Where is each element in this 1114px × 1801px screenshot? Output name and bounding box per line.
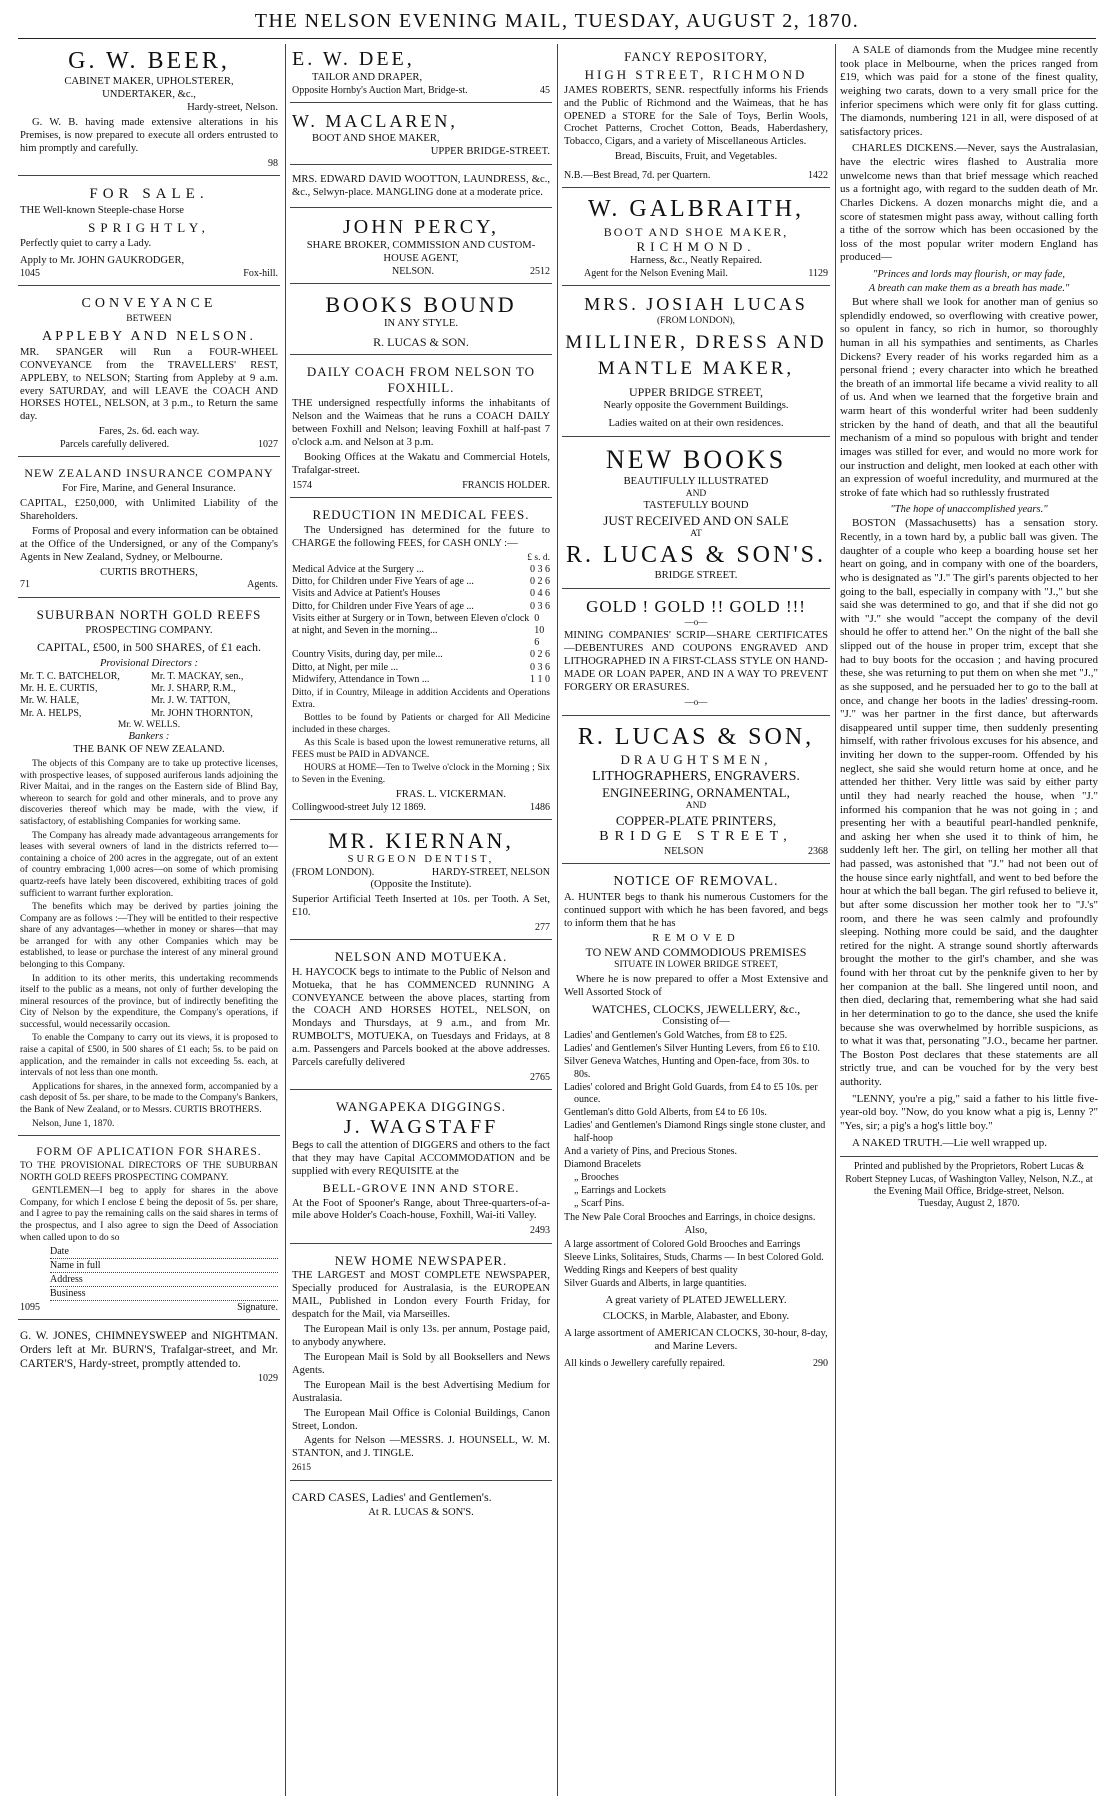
ad-medical-fees — [290, 502, 552, 820]
director: Mr. H. E. CURTIS, — [20, 683, 98, 695]
ad-lucasson-line: LITHOGRAPHERS, ENGRAVERS. — [592, 769, 800, 785]
ad-reefs-title: SUBURBAN NORTH GOLD REEFS — [36, 606, 262, 622]
ad-conv-between: BETWEEN — [126, 314, 172, 325]
ad-reefs-dirs-title: Provisional Directors : — [99, 658, 199, 670]
form-signature: Signature. — [237, 1302, 278, 1314]
fee-label: Ditto, for Children under Five Years of age ... — [292, 600, 474, 612]
ad-beer-name: G. W. BEER, — [68, 48, 230, 74]
stock-item: Wedding Rings and Keepers of best quality — [564, 1265, 738, 1277]
ad-galbraith-sub: Harness, &c., Neatly Repaired. — [629, 255, 763, 267]
ad-share-form — [18, 1140, 280, 1320]
fee-value: 1 1 0 — [530, 673, 550, 685]
fee-label: Ditto, at Night, per mile ... — [292, 661, 399, 673]
column-divider — [835, 44, 836, 1796]
ad-newspaper-paragraph: The European Mail is Sold by all Booksellers and News Agents. — [292, 1351, 550, 1376]
ad-ins-sub: For Fire, Marine, and General Insurance. — [62, 483, 236, 495]
ad-jones — [18, 1324, 280, 1390]
stock-item: „ Scarf Pins. — [574, 1198, 625, 1210]
ad-coach-text: THE undersigned respectfully informs the inhabitants of Nelson and the Waimeas that he runs a COACH DAILY between Foxhill and Nelson; leaving Foxhill at half-past 7 o'clock a.m. and Nelson at 3 p.m. — [292, 398, 550, 448]
fee-row — [292, 674, 550, 686]
ad-fancy-text: JAMES ROBERTS, SENR. respectfully informs his Friends and the Public of Richmond and the Waimeas, that he has OPENED a STORE for the Sale of Toys, Berlin Wools, Crochet Patterns, Crochet Cotton, Beads, Haberdashery, Tobacco, Cigars, and a variety of Miscellaneous Articles. — [564, 84, 828, 148]
article-lenny: "LENNY, you're a pig," said a father to his little five-year-old boy. "Now, do you know what a pig is, Lenny ?" "Yes, sir; a pig's a hog's little boy." — [840, 1092, 1098, 1132]
ad-wangapeka-text: Begs to call the attention of DIGGERS and others to the fact that they may have Capital ACCOMMODATION and be supplied with every REQUISITE at the — [292, 1140, 550, 1177]
ad-beer-trade: CABINET MAKER, UPHOLSTERER, — [64, 76, 234, 88]
ad-motueka — [290, 944, 552, 1090]
ad-dee-address: Opposite Hornby's Auction Mart, Bridge-st. — [292, 84, 468, 96]
ad-number: 1422 — [808, 170, 828, 182]
ad-fees-title: REDUCTION IN MEDICAL FEES. — [312, 506, 530, 522]
ad-fees-bottles: Bottles to be found by Patients or charged for All Medicine included in these charges. — [292, 713, 550, 735]
ad-fancy-nb: N.B.—Best Bread, 7d. per Quartern. — [564, 170, 711, 182]
ad-galbraith-name: W. GALBRAITH, — [587, 196, 805, 223]
fee-label: Visits and Advice at Patient's Houses — [292, 588, 441, 600]
ad-kiernan-opp: (Opposite the Institute). — [370, 878, 472, 890]
ad-mrslucas-ladies: Ladies waited on at their own residences. — [608, 418, 784, 430]
stock-item: Ladies' and Gentlemen's Silver Hunting Levers, from £6 to £10. — [564, 1043, 821, 1055]
ad-removal-consisting: Consisting of— — [662, 1016, 730, 1028]
ad-fees-scale: As this Scale is based upon the lowest remunerative returns, all FEES must be PAID in ADVANCE. — [292, 738, 550, 760]
ad-dee-name: E. W. DEE, — [292, 48, 415, 70]
ad-sale-title: FOR SALE. — [89, 185, 209, 202]
ad-removal-stock: WATCHES, CLOCKS, JEWELLERY, &c., — [591, 1001, 801, 1016]
ad-mrslucas-trade: MILLINER, DRESS AND MANTLE MAKER, — [565, 331, 827, 380]
ad-newspaper-title: NEW HOME NEWSPAPER. — [334, 1252, 508, 1268]
column-divider — [285, 44, 286, 1796]
ad-gold-title: GOLD ! GOLD !! GOLD !!! — [586, 596, 806, 616]
ad-motueka-text: H. HAYCOCK begs to intimate to the Public of Nelson and Motueka, that he has COMMENCED RUNNING A CONVEYANCE between the above places, starting from the COACH AND HORSES HOTEL, NELSON, on Mondays and Thursdays, at 9 a.m., and from Mr. RUMBOLT'S, MOTUEKA, on Tuesdays and Fridays, at 8 a.m. Passengers and Parcels booked at the above addresses. Parcels carefully delivered — [292, 966, 550, 1069]
ad-nz-insurance — [18, 461, 280, 597]
fee-value: 0 3 6 — [530, 564, 550, 576]
ad-number: 1095 — [20, 1302, 40, 1314]
ad-gold-reefs — [18, 602, 280, 1136]
ad-books-title: BOOKS BOUND — [325, 291, 517, 317]
ad-newbooks-line: BEAUTIFULLY ILLUSTRATED — [623, 475, 769, 487]
ad-newbooks-firm: R. LUCAS & SON'S. — [565, 541, 827, 568]
ad-gold-text: MINING COMPANIES' SCRIP—SHARE CERTIFICATES—DEBENTURES AND COUPONS ENGRAVED AND LITHOGRAPHED IN A FIRST-CLASS STYLE ON HAND-MADE OR LOAN PAPER, AND IN A WAY TO PREVENT FORGERY OR ERASURES. — [564, 630, 828, 694]
ad-sale-horse: SPRIGHTLY, — [88, 220, 210, 236]
ad-beer-address: Hardy-street, Nelson. — [187, 102, 278, 114]
ad-removal-clocks: CLOCKS, in Marble, Alabaster, and Ebony. — [602, 1311, 790, 1323]
ad-new-books — [562, 441, 830, 588]
ad-reefs-paragraph: The benefits which may be derived by parties joining the Company are as follows :—They will be entitled to their respective share of any advantages—whether in money or shares—that may be arranged for with any other Companies which may be established, to lease or purchase the interest of any mineral ground belonging to this Company. — [20, 902, 278, 970]
ad-conv-fares: Fares, 2s. 6d. each way. — [98, 426, 200, 438]
ad-beer-trade2: UNDERTAKER, &c., — [102, 89, 196, 101]
ad-lucas-son — [562, 720, 830, 864]
ad-wangapeka-inn: BELL-GROVE INN AND STORE. — [322, 1180, 520, 1195]
article-diamonds: A SALE of diamonds from the Mudgee mine recently took place in Melbourne, when the prices ranged from £19, which was paid for a stone of the finest quality, weighing two carats, down to a very small price for the inferior specimens which were only fit for glass cutting. The diamonds, numbering 121 in all, were disposed of at satisfactory prices. — [840, 44, 1098, 138]
ad-reefs-sub: PROSPECTING COMPANY. — [85, 624, 213, 636]
ad-percy — [290, 212, 552, 284]
ad-lucasson-firm: R. LUCAS & SON, — [577, 724, 815, 750]
fee-label: Midwifery, Attendance in Town ... — [292, 673, 430, 685]
ad-fancy-bread: Bread, Biscuits, Fruit, and Vegetables. — [614, 151, 778, 163]
ad-dee-trade: TAILOR AND DRAPER, — [312, 72, 423, 83]
ad-fancy-title: FANCY REPOSITORY, — [624, 49, 768, 64]
ad-mrs-lucas — [562, 290, 830, 437]
ad-galbraith-trade: BOOT AND SHOE MAKER, — [603, 224, 789, 239]
article-quote: "The hope of unaccomplished years." — [890, 504, 1048, 516]
stock-item: „ Brooches — [574, 1172, 619, 1184]
ad-number: 1574 — [292, 479, 312, 491]
ad-lucasson-line: BRIDGE STREET, — [599, 829, 793, 845]
ad-beer-text: G. W. B. having made extensive alterations in his Premises, is now prepared to execute all orders entrusted to him promptly and carefully. — [20, 116, 278, 154]
ad-fees-extra: Ditto, if in Country, Mileage in addition Accidents and Operations Extra. — [292, 687, 550, 710]
ad-removal-title: NOTICE OF REMOVAL. — [613, 873, 779, 889]
ad-number: 1029 — [258, 1373, 278, 1385]
stock-item: Ladies' and Gentlemen's Diamond Rings single stone cluster, and half-hoop — [564, 1120, 826, 1144]
stock-item: Silver Geneva Watches, Hunting and Open-face, from 30s. to 80s. — [564, 1056, 810, 1080]
ad-number: 2765 — [530, 1072, 550, 1084]
column-1 — [18, 44, 280, 1796]
ad-number: 71 — [20, 579, 30, 591]
director: Mr. JOHN THORNTON, — [151, 707, 253, 719]
masthead-rule — [18, 38, 1096, 39]
fee-row — [292, 588, 550, 600]
ad-removal-plated: A great variety of PLATED JEWELLERY. — [605, 1294, 787, 1306]
ad-reefs-paragraph: In addition to its other merits, this undertaking recommends itself to the public as a means, not only of further developing the mineral resources of the province, but of indirectly benefiting the City of Nelson by the expenditure, the Company's operations, if successful, would necessarily occasion. — [20, 973, 278, 1030]
fee-label: Country Visits, during day, per mile... — [292, 649, 443, 661]
ad-coach-sign: FRANCIS HOLDER. — [462, 479, 550, 491]
article-naked-truth: A NAKED TRUTH.—Lie well wrapped up. — [852, 1136, 1048, 1149]
ad-new-newspaper — [290, 1248, 552, 1481]
stock-item: Ladies' and Gentlemen's Gold Watches, from £8 to £25. — [564, 1030, 788, 1042]
ad-conv-text: MR. SPANGER will Run a FOUR-WHEEL CONVEYANCE from the TRAVELLERS' REST, APPLEBY, to NELSON; Starting from Appleby at 9 a.m. every SATURDAY, and will LEAVE the COACH AND HORSES HOTEL, NELSON, at 3 p.m., to Return the same day. — [20, 346, 278, 423]
ad-maclaren-address: UPPER BRIDGE-STREET. — [430, 145, 550, 157]
stock-item: Silver Guards and Alberts, in large quantities. — [564, 1278, 747, 1290]
ad-lucasson-line: DRAUGHTSMEN, — [620, 752, 772, 768]
ad-percy-trade: SHARE BROKER, COMMISSION AND CUSTOM-HOUSE AGENT, — [306, 239, 536, 264]
ad-kiernan-address: HARDY-STREET, NELSON — [431, 866, 550, 878]
ad-conv-title: CONVEYANCE — [81, 296, 217, 312]
ad-dee — [290, 44, 552, 103]
ad-number: 98 — [268, 157, 278, 169]
stock-item: A large assortment of Colored Gold Brooches and Earrings — [564, 1238, 801, 1250]
ad-number: 277 — [535, 921, 550, 933]
ad-books-firm: R. LUCAS & SON. — [373, 334, 469, 349]
fee-value: 0 10 6 — [534, 612, 545, 649]
stock-item: Ladies' colored and Bright Gold Guards, from £4 to £5 10s. per ounce. — [564, 1081, 818, 1105]
director: Mr. W. HALE, — [20, 695, 80, 707]
ad-lucasson-place: NELSON — [664, 845, 704, 857]
ad-reefs-paragraph: To enable the Company to carry out its views, it is proposed to raise a capital of £500, in 500 shares of £1 each; 5s. to be paid on application, and the remainder in calls not exceeding 5s. each, at intervals of not less than one month. — [20, 1033, 278, 1079]
ad-beer — [18, 44, 280, 176]
ad-wangapeka — [290, 1094, 552, 1243]
ad-newbooks-and: AND — [685, 488, 707, 499]
ad-mrslucas-near: Nearly opposite the Government Buildings. — [603, 399, 789, 411]
article-quote: A breath can make them as a breath has made." — [868, 283, 1070, 295]
fee-row — [292, 649, 550, 661]
ad-removal-repair: All kinds o Jewellery carefully repaired. — [564, 1358, 726, 1370]
ad-mrslucas-name: MRS. JOSIAH LUCAS — [584, 294, 808, 315]
ad-fees-head: £ s. d. — [527, 552, 550, 563]
ad-coach-text2: Booking Offices at the Wakatu and Commercial Hotels, Trafalgar-street. — [292, 451, 550, 476]
stock-item: Sleeve Links, Solitaires, Studs, Charms — In best Colored Gold. — [564, 1251, 824, 1263]
director: Mr. A. HELPS, — [20, 707, 82, 719]
fee-value: 0 3 6 — [530, 600, 550, 612]
ad-kiernan — [290, 824, 552, 940]
ad-reefs-paragraph: The Company has already made advantageous arrangements for leases with several owners of land in the districts referred to—containing a choice of 200 acres in the aggregate, out of an extent of country embracing 1,000 acres—on some of which promising quartz-reefs have lately been discovered, exhibiting traces of gold sufficient to warrant further exploration. — [20, 830, 278, 899]
ad-galbraith-place: RICHMOND. — [636, 239, 756, 255]
fee-label: Ditto, for Children under Five Years of age ... — [292, 576, 474, 588]
director: Mr. J. SHARP, R.M., — [151, 683, 236, 695]
stock-item: Diamond Bracelets — [564, 1158, 641, 1170]
ad-for-sale — [18, 180, 280, 286]
ad-mrslucas-address: UPPER BRIDGE STREET, — [628, 384, 764, 399]
imprint — [840, 1156, 1098, 1211]
fee-label: Visits either at Surgery or in Town, between Eleven o'clock at night, and Seven in the morning... — [292, 612, 530, 637]
fee-value: 0 2 6 — [530, 576, 550, 588]
director: Mr. T. MACKAY, sen., — [151, 670, 244, 682]
ad-removal-to: TO NEW AND COMMODIOUS PREMISES — [585, 945, 807, 960]
ad-removal-text: A. HUNTER begs to thank his numerous Customers for the continued support with which he has been favored, and begs to inform them that he has — [564, 891, 828, 929]
ad-sale-line: THE Well-known Steeple-chase Horse — [20, 205, 184, 217]
form-name-field: Name in full — [50, 1260, 278, 1273]
ad-books-bound — [290, 288, 552, 356]
ad-wangapeka-text2: At the Foot of Spooner's Range, about Three-quarters-of-a-mile above Holder's Coach-house, Foxhill, Wai-iti Valley. — [292, 1197, 550, 1222]
ad-wootton — [290, 169, 552, 208]
ad-fees-sign: FRAS. L. VICKERMAN. — [395, 788, 507, 800]
ad-number: 1129 — [808, 268, 828, 280]
ad-mrslucas-from: (FROM LONDON), — [656, 316, 736, 327]
column-divider — [557, 44, 558, 1796]
ad-maclaren — [290, 107, 552, 165]
ornament: —o— — [684, 697, 708, 708]
ad-cards-at: At R. LUCAS & SON'S. — [368, 1506, 474, 1518]
ad-reefs-bankers-title: Bankers : — [128, 731, 170, 743]
ad-newbooks-at: AT — [690, 528, 702, 539]
fee-row — [292, 613, 550, 650]
ad-kiernan-from: (FROM LONDON). — [292, 866, 375, 878]
director: Mr. J. W. TATTON, — [151, 695, 231, 707]
ad-sale-line: Perfectly quiet to carry a Lady. — [20, 237, 152, 249]
ad-motueka-title: NELSON AND MOTUEKA. — [334, 948, 508, 964]
ad-removal-american: A large assortment of AMERICAN CLOCKS, 30-hour, 8-day, and Marine Levers. — [564, 1328, 828, 1353]
ad-number: 2493 — [530, 1225, 550, 1237]
ad-removal-also: Also, — [684, 1224, 708, 1236]
fee-value: 0 4 6 — [530, 588, 550, 600]
ad-kiernan-name: MR. KIERNAN, — [328, 827, 514, 853]
ad-number: 2615 — [292, 1463, 311, 1474]
ad-number: 1486 — [530, 801, 550, 813]
ad-conveyance — [18, 290, 280, 457]
ad-reefs-date: Nelson, June 1, 1870. — [32, 1118, 115, 1129]
ad-form-text: GENTLEMEN—I beg to apply for shares in the above Company, for which I enclose £ being the deposit of 5s. per share, and I agree to pay the remaining calls on the said shares in terms of the prospectus, and I also agree to sign the Deed of Association when called upon to do so — [20, 1186, 278, 1243]
imprint-text: Printed and published by the Proprietors, Robert Lucas & Robert Stepney Lucas, of Washington Valley, Nelson, N.Z., at the Evening Mail Office, Bridge-street, Nelson. — [845, 1161, 1093, 1197]
ad-percy-name: JOHN PERCY, — [343, 215, 499, 238]
ad-number: 45 — [540, 84, 550, 96]
ad-gold — [562, 593, 830, 716]
ad-newspaper-paragraph: Agents for Nelson —MESSRS. J. HOUNSELL, W. M. STANTON, and J. TINGLE. — [292, 1435, 550, 1460]
column-4 — [840, 44, 1098, 1796]
director: Mr. W. WELLS. — [117, 719, 181, 730]
ad-galbraith-agent: Agent for the Nelson Evening Mail. — [584, 268, 728, 280]
ad-fees-hours: HOURS at HOME—Ten to Twelve o'clock in the Morning ; Six to Seven in the Evening. — [292, 763, 550, 785]
ad-kiernan-trade: SURGEON DENTIST, — [347, 853, 495, 865]
ad-conv-parcels: Parcels carefully delivered. — [60, 439, 170, 451]
fee-value: 0 2 6 — [530, 649, 550, 661]
fee-value: 0 3 6 — [530, 661, 550, 673]
ad-fees-intro: The Undersigned has determined for the future to CHARGE the following FEES, for CASH ONLY :— — [292, 524, 550, 549]
column-2 — [290, 44, 552, 1796]
ad-conv-route: APPLEBY AND NELSON. — [42, 328, 256, 344]
ad-number: 290 — [813, 1358, 828, 1370]
ad-wangapeka-title: WANGAPEKA DIGGINGS. — [336, 1099, 506, 1115]
ad-ins-text: Forms of Proposal and every information can be obtained at the Office of the Undersigned, or any of the Company's Agents in New Zealand, Sydney, or Melbourne. — [20, 525, 278, 563]
form-business-field: Business — [50, 1288, 278, 1301]
ad-reefs-paragraph: Applications for shares, in the annexed form, accompanied by a cash deposit of 5s. per share, to be made to the Company's Bankers, the Bank of New Zealand, or to Messrs. CURTIS BROTHERS. — [20, 1081, 278, 1115]
form-date-field: Date — [50, 1246, 278, 1259]
ad-form-to: TO THE PROVISIONAL DIRECTORS OF THE SUBURBAN NORTH GOLD REEFS PROSPECTING COMPANY. — [20, 1161, 278, 1183]
ad-removal — [562, 868, 830, 1376]
stock-item: „ Earrings and Lockets — [574, 1185, 666, 1197]
article-quote: "Princes and lords may flourish, or may fade, — [872, 269, 1066, 280]
ad-maclaren-trade: BOOT AND SHOE MAKER, — [312, 133, 440, 144]
ornament: —o— — [684, 617, 708, 628]
article-boston: BOSTON (Massachusetts) has a sensation story. Recently, in a town hard by, a public ball was given. The daughter of a couple who keep a boarding house set her heart on going, and in company with one of the boarders, who is designated as "J." The girl's parents objected to her going to the ball, especially in company with "J.," but she said she was determined to go, and that if she did not go with "J." she would "accept the company of the devil should he offer to attend her." On the night of the ball she slipped out of the house in proper trim, except that she had to buy boots for the occasion ; and having procured these, she was returning to put them on when she met "J.," as she supposed, and he persuaded her to go to the ball at once, and change her boots in the ladies' dressing-room. "J." was her partner in the first dance, but afterwards disappeared until supper time, then suddenly presenting himself, with rather frivolous excuses for his absence, and inviting her down to the supper-room. Offended by his neglect, she said she would return home at once, and he attended her thither. Very little was said by either party until they had nearly reached the house, when "J." informed his companion that he was not going in ; and presenting her with a beautiful pearl-handled penknife, and asking her when she used it to think of him, he suddenly left her. The girl, on telling her mother all that had passed, was astonished that "J." had not been out of the house since early nightfall, and went to bed before the hour at which the ball began. The girl refused to believe it, but after some discussion her mother took her to "J.'s" room, and there he was seen calmly and profoundly sleeping. Nothing more could be said, and the daughter retired for the night. A strange sound shortly afterwards brought the mother to the girl's chamber, and she was found with her throat cut by the penknife given to her by her companion at the ball. She lingered until noon, and then died, declaring that, remembering what she had said in her determination to go to the dance, she used the knife because she was overwhelmed by horrible suspicions, as to what it was that, personating "J.O., became her partner. The Boston Post declares that these statements are all strictly true, and can be vouched for by the very best authority. — [840, 517, 1098, 1089]
ad-fancy-repository — [562, 44, 830, 188]
ad-reefs-paragraph: The objects of this Company are to take up protective licenses, with prospective leases, of supposed auriferous lands adjoining the River Maitai, and in the ranges on the Eastern side of Blind Bay, whereon to search for gold and other minerals, and to prove any discoveries thereof which may be made, with the view, if satisfactory, of establishing Companies for working same. — [20, 759, 278, 828]
form-address-field: Address — [50, 1274, 278, 1287]
ad-ins-sign: CURTIS BROTHERS, — [100, 566, 198, 578]
ad-ins-capital: CAPITAL, £250,000, with Unlimited Liability of the Shareholders. — [20, 497, 278, 522]
ad-newspaper-paragraph: THE LARGEST and MOST COMPLETE NEWSPAPER, Specially produced for Australasia, is the EUROPEAN MAIL, Published in London every Fourth Friday, for despatch for the Mail, via Marseilles. — [292, 1270, 550, 1321]
fee-row — [292, 564, 550, 576]
imprint-date: Tuesday, August 2, 1870. — [918, 1198, 1020, 1210]
ad-coach-title: DAILY COACH FROM NELSON TO FOXHILL. — [306, 364, 536, 396]
article-dickens: CHARLES DICKENS.—Never, says the Australasian, have the electric wires flashed to Australia more unwelcome news than that brief message which reached us a fortnight ago, with regard to the sudden death of Mr. Charles Dickens. A dozen monarchs might die, and a score of statesmen might pass away, without calling forth a tithe of the sorrow which has been occasioned by the loss of the most popular writer modern England has produced— — [840, 142, 1098, 264]
ad-cards-text: CARD CASES, Ladies' and Gentlemen's. — [292, 1489, 492, 1504]
ad-form-title: FORM OF APLICATION FOR SHARES. — [36, 1146, 262, 1159]
ad-lucasson-line: ENGINEERING, ORNAMENTAL, — [602, 785, 790, 801]
ad-newbooks-address: BRIDGE STREET. — [654, 569, 738, 581]
ad-newspaper-paragraph: The European Mail Office is Colonial Buildings, Canon Street, London. — [292, 1407, 550, 1432]
ad-number: 1027 — [258, 439, 278, 451]
article-dickens-cont: But where shall we look for another man of genius so splendidly endowed, so overflowing with creative power, so opulent in fancy, so rich in humor, so thoroughly human in all his sympathies and sentiments, as Charles Dickens? Every reader of his works regarded him as a personal friend ; every character into which he breathed the breath of an immortal life became a vivid reality to all of us. And when we learned that the forgetive brain and warm heart of this wonderful writer had been suddenly stricken by the hand of death, and that all the beautiful mechanism of a mind so populous with bright and tender images was stilled for ever, and would no more work for our instruction and delight, men looked at each other with an expression of woeful incredulity, and murmured at the stroke of fate which had so ruthlessly frustrated — [840, 296, 1098, 499]
ad-reefs-capital: CAPITAL, £500, in 500 SHARES, of £1 each. — [36, 640, 262, 655]
stock-item: And a variety of Pins, and Precious Stones. — [564, 1145, 738, 1157]
ad-lucasson-line: COPPER-PLATE PRINTERS, — [615, 812, 777, 828]
masthead: THE NELSON EVENING MAIL, TUESDAY, AUGUST 2, 1870. — [254, 10, 860, 32]
ad-reefs-directors — [20, 671, 278, 720]
ad-sale-contact: Apply to Mr. JOHN GAUKRODGER, — [20, 254, 185, 266]
fee-label: Medical Advice at the Surgery ... — [292, 564, 425, 576]
ad-newbooks-line: TASTEFULLY BOUND — [643, 500, 749, 512]
column-3 — [562, 44, 830, 1796]
ad-newspaper-paragraph: The European Mail is the best Advertising Medium for Australasia. — [292, 1379, 550, 1404]
ad-coach — [290, 359, 552, 497]
ad-ins-title: NEW ZEALAND INSURANCE COMPANY — [24, 466, 274, 481]
ad-percy-place: NELSON. — [392, 265, 434, 277]
ad-number: 2368 — [808, 845, 828, 857]
ad-galbraith — [562, 192, 830, 286]
ad-wangapeka-name: J. WAGSTAFF — [343, 1116, 499, 1139]
ad-number: 2512 — [530, 265, 550, 277]
ad-removal-situate: SITUATE IN LOWER BRIDGE STREET, — [614, 960, 778, 971]
ad-fees-date: Collingwood-street July 12 1869. — [292, 801, 426, 813]
ad-newspaper-paragraph: The European Mail is only 13s. per annum, Postage paid, to anybody anywhere. — [292, 1324, 550, 1349]
director: Mr. T. C. BATCHELOR, — [20, 670, 120, 682]
ad-sale-address: Fox-hill. — [243, 267, 278, 279]
ad-newbooks-title: NEW BOOKS — [605, 445, 787, 475]
ad-jones-text: G. W. JONES, CHIMNEYSWEEP and NIGHTMAN. Orders left at Mr. BURN'S, Trafalgar-street, and Mr. CARTER'S, Hardy-street, promptly attended to. — [20, 1330, 278, 1371]
ad-fancy-address: HIGH STREET, RICHMOND — [584, 66, 808, 82]
fee-row — [292, 601, 550, 613]
ad-newbooks-line: JUST RECEIVED AND ON SALE — [603, 513, 789, 529]
ad-number: 1045 — [20, 267, 40, 279]
fee-row — [292, 576, 550, 588]
ad-kiernan-text: Superior Artificial Teeth Inserted at 10s. per Tooth. A Set, £10. — [292, 893, 550, 918]
fee-row — [292, 662, 550, 674]
stock-item: Gentleman's ditto Gold Alberts, from £4 to £6 10s. — [564, 1107, 767, 1119]
ad-removal-text2: Where he is now prepared to offer a Most Extensive and Well Assorted Stock of — [564, 973, 828, 998]
ad-maclaren-name: W. MACLAREN, — [292, 111, 458, 132]
ad-ins-agents: Agents. — [247, 579, 278, 591]
ad-reefs-bank: THE BANK OF NEW ZEALAND. — [73, 744, 225, 756]
ad-card-cases — [290, 1485, 552, 1525]
ad-removal-removed: REMOVED — [652, 932, 740, 944]
stock-item: The New Pale Coral Brooches and Earrings, in choice designs. — [564, 1211, 816, 1223]
ad-wootton-text: MRS. EDWARD DAVID WOOTTON, LAUNDRESS, &c., &c., Selwyn-place. MANGLING done at a moderate price. — [292, 173, 550, 198]
ad-lucasson-and: AND — [685, 800, 707, 811]
ad-books-sub: IN ANY STYLE. — [383, 317, 459, 329]
